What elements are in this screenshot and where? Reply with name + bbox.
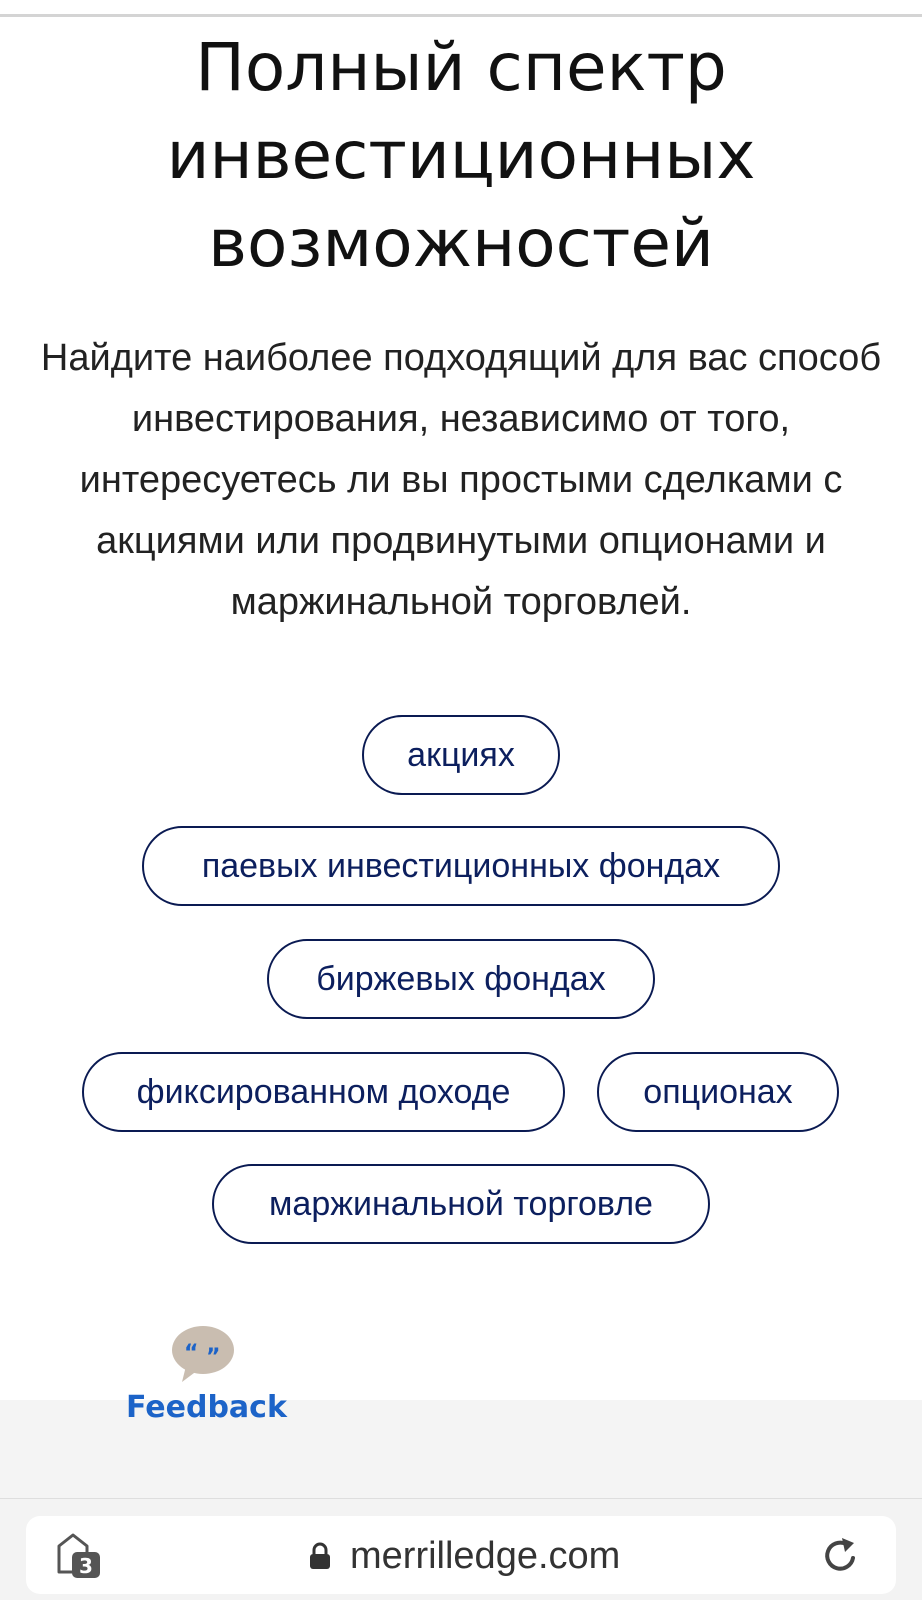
- svg-text:“: “: [184, 1341, 199, 1366]
- intro-paragraph: Найдите наиболее подходящий для вас способ инвестирования, независимо от того, интересуетесь ли вы простыми сделками с акциями или продвинутыми опционами и маржинальной торговлей.: [40, 337, 882, 623]
- url-text[interactable]: merrilledge.com: [350, 1535, 621, 1577]
- lock-icon: [308, 1542, 332, 1570]
- option-pill-fixed-income[interactable]: фиксированном доходе: [82, 1052, 565, 1132]
- page-title-line-3: возможностей: [208, 205, 714, 282]
- page-title-line-2: инвестиционных: [166, 117, 756, 194]
- tab-count: 3: [79, 1554, 93, 1578]
- option-pill-etfs[interactable]: биржевых фондах: [267, 939, 655, 1019]
- top-divider: [0, 14, 922, 17]
- page-title-line-1: Полный спектр: [195, 29, 727, 106]
- tabs-icon[interactable]: [54, 1532, 104, 1580]
- page-title: [0, 24, 922, 288]
- feedback-button[interactable]: [126, 1324, 287, 1434]
- svg-text:”: ”: [206, 1345, 221, 1370]
- option-pill-margin-trading[interactable]: маржинальной торговле: [212, 1164, 710, 1244]
- speech-bubble-quote-icon: [170, 1324, 236, 1384]
- option-pill-options[interactable]: опционах: [597, 1052, 839, 1132]
- reload-icon[interactable]: [818, 1534, 862, 1578]
- option-pill-stocks[interactable]: акциях: [362, 715, 560, 795]
- option-pill-mutual-funds[interactable]: паевых инвестиционных фондах: [142, 826, 780, 906]
- feedback-label: Feedback: [126, 1390, 287, 1425]
